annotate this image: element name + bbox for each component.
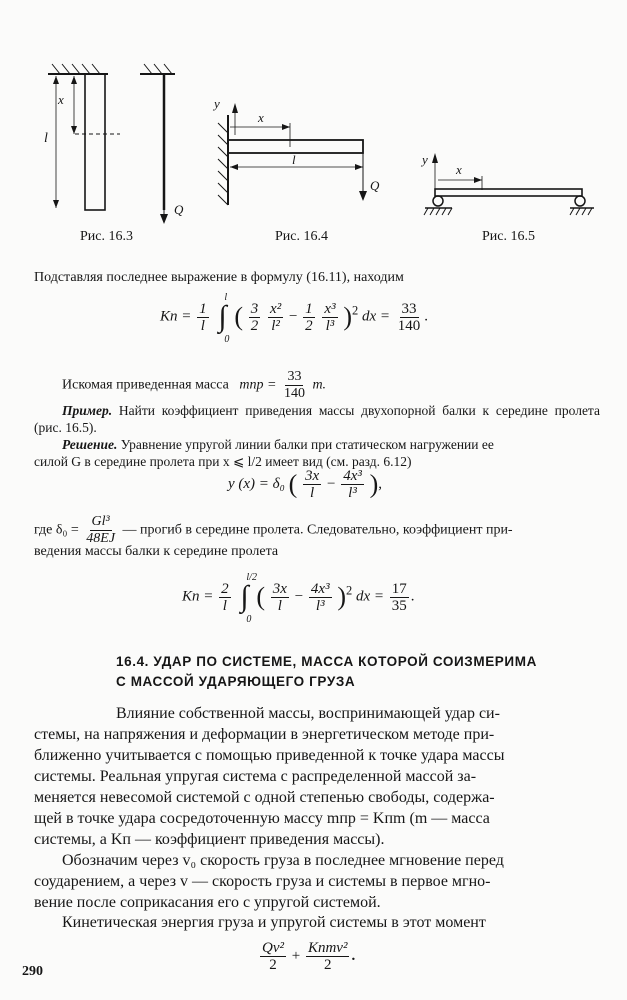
fig163-label-x: x — [58, 92, 64, 107]
where-num: Gl³ — [91, 514, 110, 529]
f3-b-den: l³ — [315, 597, 325, 614]
fig163-label-q: Q — [174, 202, 184, 217]
p2-line-3: вение после соприкасания его с упругой системой. — [34, 894, 381, 911]
fig165-label-y: y — [422, 152, 428, 167]
f2-b-num: 4x³ — [343, 468, 362, 484]
f1-d-num: x³ — [324, 300, 336, 317]
reduced-mass-lhs: mпр = — [239, 377, 277, 393]
solution-line-1 — [62, 436, 494, 453]
reduced-mass-line — [62, 369, 326, 402]
example-text: Найти коэффициент приведения массы двухопорной балки к середине пролета (рис. 16.5). — [34, 403, 600, 435]
f1-minus: − — [288, 308, 298, 325]
f3-minus: − — [294, 588, 304, 605]
fig163-caption: Рис. 16.3 — [80, 229, 133, 244]
f1-b-num: x² — [270, 300, 282, 317]
f4-a-num: Qv² — [262, 940, 284, 956]
f1-a-num: 3 — [250, 300, 259, 317]
f3-dx: dx = — [356, 588, 385, 605]
formula-kp-1: Kп = $\frac{1}{l}$ ∫ l 0 ( $\frac{3}{2}$ $\frac{\text{x²}}{\text{l²}}$ − $\frac{1}{2}$ $\frac{\text{x³}}{\text{l³}}$ )$^2$ dx = $\frac{33}{140}$ . — [160, 292, 429, 345]
f3-a-num: 3x — [272, 580, 287, 597]
f3-result-num: 17 — [391, 580, 407, 597]
section-title — [116, 652, 537, 692]
fig164-label-y: y — [214, 96, 220, 111]
f2-a-num: 3x — [305, 468, 320, 484]
paragraph-2 — [34, 850, 600, 913]
fig163-label-l: l — [44, 131, 48, 146]
p1-line-3: ближенно учитывается с помощью приведенной к точке удара массы — [34, 747, 505, 764]
formula-deflection: y (x) = δ₀ ( $\frac{3x}{l}$ − $\frac{\text{4x³}}{\text{l³}}$ ), — [228, 468, 383, 501]
section-title-line-1: 16.4. УДАР ПО СИСТЕМЕ, МАССА КОТОРОЙ СОИЗМЕРИМА — [116, 654, 537, 669]
p2-line-1: Обозначим через v₀ скорость груза в последнее мгновение перед — [62, 852, 504, 869]
fig164-label-l: l — [292, 152, 296, 167]
p1-line-5: меняется невесомой системой с одной степенью свободы, содержа- — [34, 789, 495, 806]
f1-result-den: 140 — [397, 317, 421, 334]
f3-lhs: Kп = — [182, 588, 214, 605]
paragraph-1 — [34, 703, 600, 850]
fig164-caption: Рис. 16.4 — [275, 229, 328, 244]
fig165-caption: Рис. 16.5 — [482, 229, 535, 244]
where-line-2: ведения массы балки к середине пролета — [34, 544, 279, 559]
f2-a-den: l — [310, 485, 315, 501]
f3-upper-limit: l/2 — [246, 572, 257, 583]
reduced-mass-tail: m. — [312, 377, 327, 393]
f4-a-den: 2 — [269, 957, 277, 973]
f4-b-num: Kпmv² — [307, 940, 348, 956]
f3-frac-num: 2 — [221, 580, 229, 597]
intro-line: Подставляя последнее выражение в формулу (16.11), находим — [34, 270, 404, 285]
p2-line-2: соударением, а через v — скорость груза и системы в первое мгно- — [34, 873, 491, 890]
f3-power: 2 — [346, 583, 353, 598]
f1-d-den: l³ — [325, 317, 335, 334]
f4-b-den: 2 — [323, 957, 332, 973]
f2-lhs: y (x) = δ₀ — [228, 475, 285, 492]
p1-line-2: стемы, на напряжения и деформации в энергетическом методе при- — [34, 726, 495, 743]
p1-line-4: системы. Реальная упругая система с распределенной массой за- — [34, 768, 477, 785]
solution-line-2: силой G в середине пролета при x ⩽ l/2 имеет вид (см. разд. 6.12) — [34, 454, 412, 469]
figure-16-5 — [420, 150, 600, 220]
section-title-line-2: С МАССОЙ УДАРЯЮЩЕГО ГРУЗА — [116, 674, 356, 689]
f3-a-den: l — [277, 597, 282, 614]
f3-result-den: 35 — [391, 597, 407, 614]
solution-label: Решение. — [62, 437, 118, 452]
f3-frac-den: l — [222, 597, 227, 614]
f2-minus: − — [326, 475, 336, 492]
f1-result-num: 33 — [401, 300, 417, 317]
fig164-label-q: Q — [370, 178, 380, 193]
example-label: Пример. — [62, 403, 113, 418]
p1-line-6: щей в точке удара сосредоточенную массу mпр = Kпm (m — масса — [34, 810, 490, 827]
f4-plus: + — [291, 947, 301, 964]
f1-a-den: 2 — [250, 317, 259, 334]
f1-frac-den: l — [200, 317, 205, 334]
f1-dx: dx = — [361, 308, 391, 325]
fig165-label-x: x — [456, 162, 462, 177]
where-prefix: где δ₀ = — [34, 522, 79, 538]
solution-text-1: Уравнение упругой линии балки при статическом нагружении ее — [120, 437, 494, 452]
f2-b-den: l³ — [348, 485, 357, 501]
f1-b-den: l² — [271, 317, 280, 334]
f1-lhs: Kп = — [160, 308, 192, 325]
example-block — [34, 402, 600, 436]
f1-upper-limit: l — [224, 292, 228, 303]
reduced-mass-num: 33 — [287, 369, 302, 384]
f1-power: 2 — [351, 303, 359, 318]
formula-kinetic-energy — [258, 940, 355, 973]
f1-c-den: 2 — [305, 317, 313, 334]
formula-kp-2: Kп = $\frac{2}{l}$ ∫ l/2 0 ( $\frac{3x}{l}$ − $\frac{\text{4x³}}{\text{l³}}$ )$^2$ dx = $\frac{17}{35}$ . — [182, 572, 415, 625]
f3-b-num: 4x³ — [310, 580, 330, 597]
f4-tail: . — [351, 947, 356, 964]
f3-lower-limit: 0 — [246, 614, 252, 625]
p1-line-1: Влияние собственной массы, воспринимающей удар си- — [116, 705, 500, 722]
where-den: 48EJ — [86, 531, 116, 546]
f1-lower-limit: 0 — [224, 334, 230, 345]
fig164-label-x: x — [258, 110, 264, 125]
where-rest: — прогиб в середине пролета. Следовательно, коэффициент при- — [122, 522, 513, 538]
f1-c-num: 1 — [305, 300, 313, 317]
reduced-mass-label: Искомая приведенная масса — [62, 377, 229, 393]
f2-tail: , — [378, 475, 383, 492]
f1-frac-num: 1 — [199, 300, 207, 317]
paragraph-3: Кинетическая энергия груза и упругой системы в этот момент — [62, 914, 486, 931]
p1-line-7: системы, а Kп — коэффициент приведения массы). — [34, 831, 385, 848]
page-number: 290 — [22, 964, 43, 979]
reduced-mass-den: 140 — [283, 386, 305, 401]
